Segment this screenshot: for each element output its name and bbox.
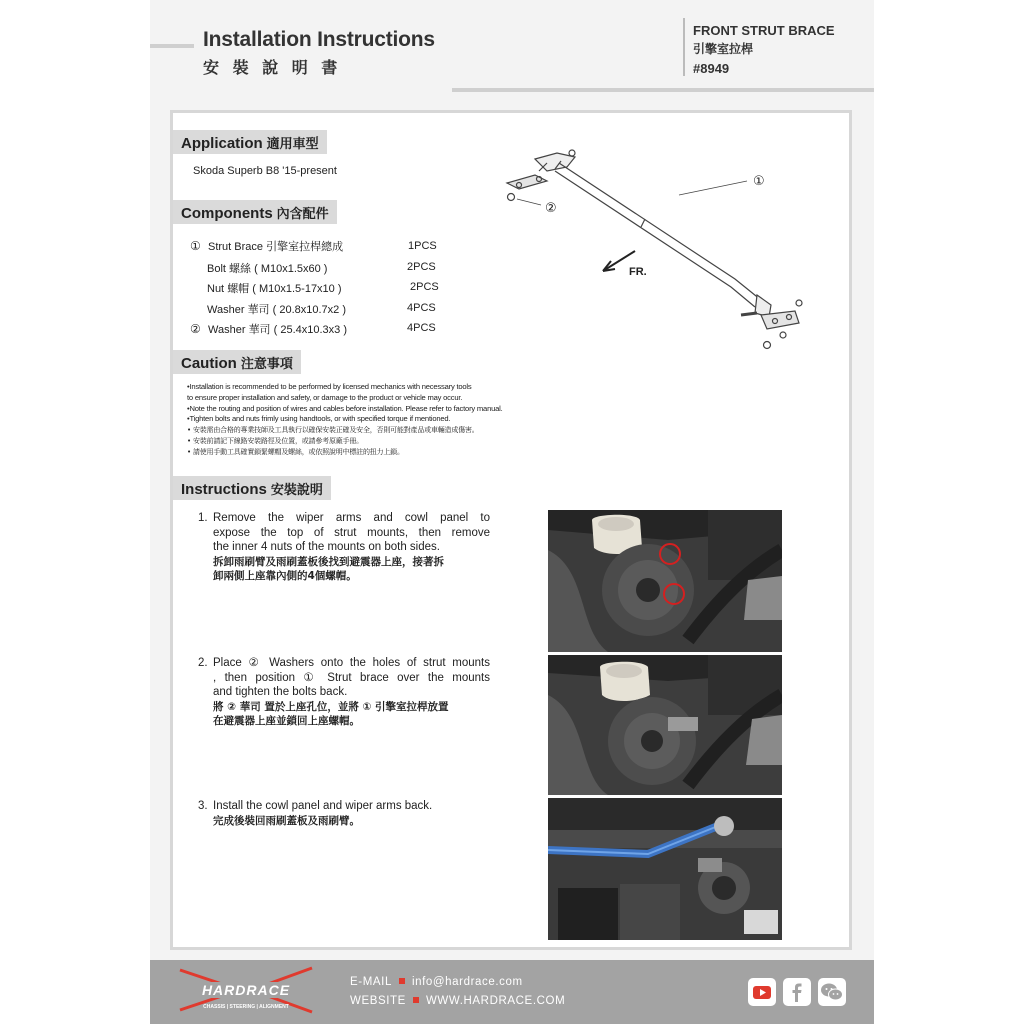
component-qty: 2PCS — [407, 261, 436, 273]
instruction-step-1: 1. Remove the wiper arms and cowl panel to expose the top of strut mounts, then remove the inner 4 nuts of the mounts on both sides. 拆卸雨刷臂及雨刷蓋板後找到避震器上座，接著拆 卸兩側上座靠內側的4個螺帽。 — [198, 512, 490, 582]
youtube-icon[interactable] — [748, 978, 776, 1006]
component-qty: 4PCS — [407, 322, 436, 334]
instruction-step-2: 2. Place ② Washers onto the holes of strut mounts , then position ① Strut brace over the mounts and tighten the bolts back. 將 ② 華司 置於上座孔位，並將 ① 引擎室拉桿放置 在避震器上座並鎖回上座螺帽。 — [198, 657, 490, 727]
callout-1-label: ① — [753, 174, 765, 189]
step-3-photo — [548, 798, 782, 940]
components-heading: Components 內含配件 — [173, 200, 337, 224]
caution-line-zh: • 請使用手動工具確實鎖緊螺帽及螺絲，或依照說明中標註的扭力上鎖。 — [187, 447, 404, 456]
front-direction-label: FR. — [629, 266, 647, 278]
component-qty: 4PCS — [407, 302, 436, 314]
caution-text — [187, 382, 617, 458]
brand-tagline: CHASSIS | STEERING | ALIGNMENT — [203, 1004, 289, 1010]
product-name-zh: 引擎室拉桿 — [693, 42, 754, 56]
page-subtitle-zh: 安 裝 說 明 書 — [203, 58, 342, 77]
component-row: Bolt 螺絲 ( M10x1.5x60 ) — [207, 262, 328, 275]
header-rule-right — [452, 88, 874, 92]
component-row: ① Strut Brace 引擎室拉桿總成 — [190, 239, 344, 253]
strut-brace-diagram — [495, 145, 825, 355]
footer-website: WEBSITE WWW.HARDRACE.COM — [350, 995, 566, 1007]
component-row: Nut 螺帽 ( M10x1.5-17x10 ) — [207, 282, 342, 295]
component-qty: 1PCS — [408, 240, 437, 252]
caution-heading: Caution 注意事項 — [173, 350, 301, 374]
component-row: Washer 華司 ( 20.8x10.7x2 ) — [207, 303, 346, 316]
caution-line: •Note the routing and position of wires and cables before installation. Please refer to factory manual. — [187, 403, 503, 413]
header-divider — [683, 18, 685, 76]
product-info — [693, 21, 835, 78]
product-name: FRONT STRUT BRACE — [693, 23, 835, 38]
component-row: ② Washer 華司 ( 25.4x10.3x3 ) — [190, 322, 347, 336]
caution-line-zh: • 安裝前請記下線路安裝路徑及位置，或請參考原廠手冊。 — [187, 436, 363, 445]
page-title: Installation Instructions — [203, 28, 435, 51]
caution-line: to ensure proper installation and safety, or damage to the product or vehicle may occur. — [187, 392, 463, 402]
website-link[interactable]: WWW.HARDRACE.COM — [425, 995, 566, 1007]
callout-2-label: ② — [545, 201, 557, 216]
footer-email: E-MAIL info@hardrace.com — [350, 976, 523, 988]
email-link[interactable]: info@hardrace.com — [411, 976, 523, 988]
brand-name: HARDRACE — [201, 982, 291, 998]
product-code: #8949 — [693, 61, 730, 76]
step-1-photo — [548, 510, 782, 652]
caution-line: •Installation is recommended to be performed by licensed mechanics with necessary tools — [187, 382, 472, 391]
vehicle-application: Skoda Superb B8 '15-present — [193, 165, 337, 177]
caution-line-zh: • 安裝需由合格的專業技師及工具執行以確保安裝正確及安全，否則可能對產品或車輛造成傷害。 — [187, 426, 479, 435]
step-2-photo — [548, 655, 782, 795]
header-rule-left — [150, 44, 194, 48]
wechat-icon[interactable] — [818, 978, 846, 1006]
facebook-icon[interactable] — [783, 978, 811, 1006]
component-qty: 2PCS — [410, 281, 439, 293]
application-heading: Application 適用車型 — [173, 130, 327, 154]
instructions-heading: Instructions 安裝說明 — [173, 476, 331, 500]
instruction-step-3: 3. Install the cowl panel and wiper arms back. 完成後裝回雨刷蓋板及雨刷臂。 — [198, 800, 433, 827]
hardrace-logo — [176, 966, 316, 1014]
caution-line: •Tighten bolts and nuts frimly using handtools, or with specified torque if mentioned. — [187, 414, 451, 424]
